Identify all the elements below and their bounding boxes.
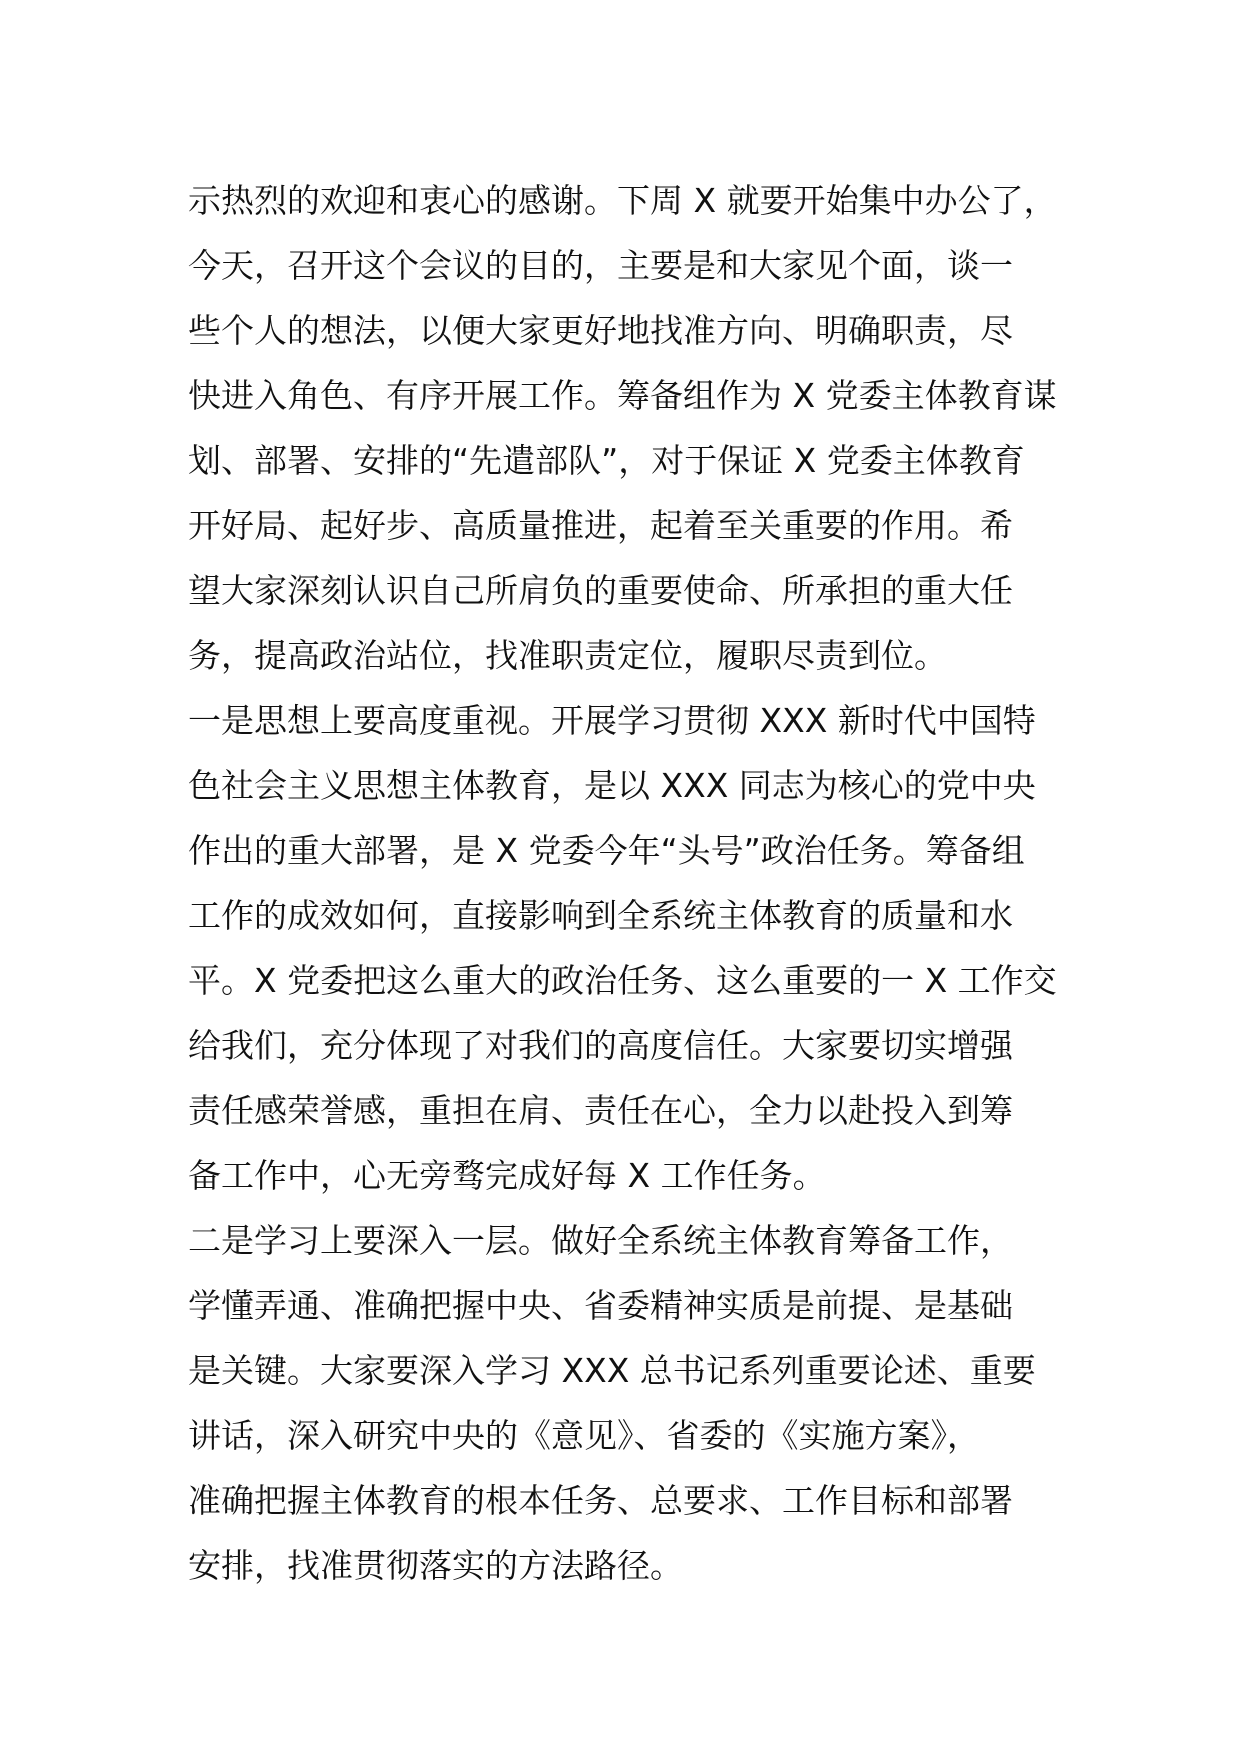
text-line: 备工作中，心无旁骛完成好每 X 工作任务。	[188, 1156, 826, 1195]
text-line: 二是学习上要深入一层。做好全系统主体教育筹备工作，	[188, 1221, 1013, 1260]
body-text	[188, 168, 1068, 1598]
text-line: 责任感荣誉感，重担在肩、责任在心，全力以赴投入到筹	[188, 1091, 1013, 1130]
text-line: 安排，找准贯彻落实的方法路径。	[188, 1546, 683, 1585]
text-line: 是关键。大家要深入学习 XXX 总书记系列重要论述、重要	[188, 1351, 1036, 1390]
text-line: 望大家深刻认识自己所肩负的重要使命、所承担的重大任	[188, 571, 1013, 610]
text-line: 给我们，充分体现了对我们的高度信任。大家要切实增强	[188, 1026, 1013, 1065]
text-line: 示热烈的欢迎和衷心的感谢。下周 X 就要开始集中办公了，	[188, 181, 1057, 220]
text-line: 平。X 党委把这么重大的政治任务、这么重要的一 X 工作交	[188, 961, 1057, 1000]
text-line: 今天，召开这个会议的目的，主要是和大家见个面，谈一	[188, 246, 1013, 285]
text-line: 准确把握主体教育的根本任务、总要求、工作目标和部署	[188, 1481, 1013, 1520]
text-line: 快进入角色、有序开展工作。筹备组作为 X 党委主体教育谋	[188, 376, 1057, 415]
text-line: 工作的成效如何，直接影响到全系统主体教育的质量和水	[188, 896, 1013, 935]
text-line: 作出的重大部署，是 X 党委今年“头号”政治任务。筹备组	[188, 831, 1025, 870]
text-line: 学懂弄通、准确把握中央、省委精神实质是前提、是基础	[188, 1286, 1013, 1325]
text-line: 务，提高政治站位，找准职责定位，履职尽责到位。	[188, 636, 947, 675]
text-line: 开好局、起好步、高质量推进，起着至关重要的作用。希	[188, 506, 1013, 545]
text-line: 一是思想上要高度重视。开展学习贯彻 XXX 新时代中国特	[188, 701, 1036, 740]
text-line: 划、部署、安排的“先遣部队”，对于保证 X 党委主体教育	[188, 441, 1025, 480]
text-line: 讲话，深入研究中央的《意见》、省委的《实施方案》，	[188, 1416, 980, 1455]
text-line: 些个人的想法，以便大家更好地找准方向、明确职责，尽	[188, 311, 1013, 350]
text-line: 色社会主义思想主体教育，是以 XXX 同志为核心的党中央	[188, 766, 1036, 805]
